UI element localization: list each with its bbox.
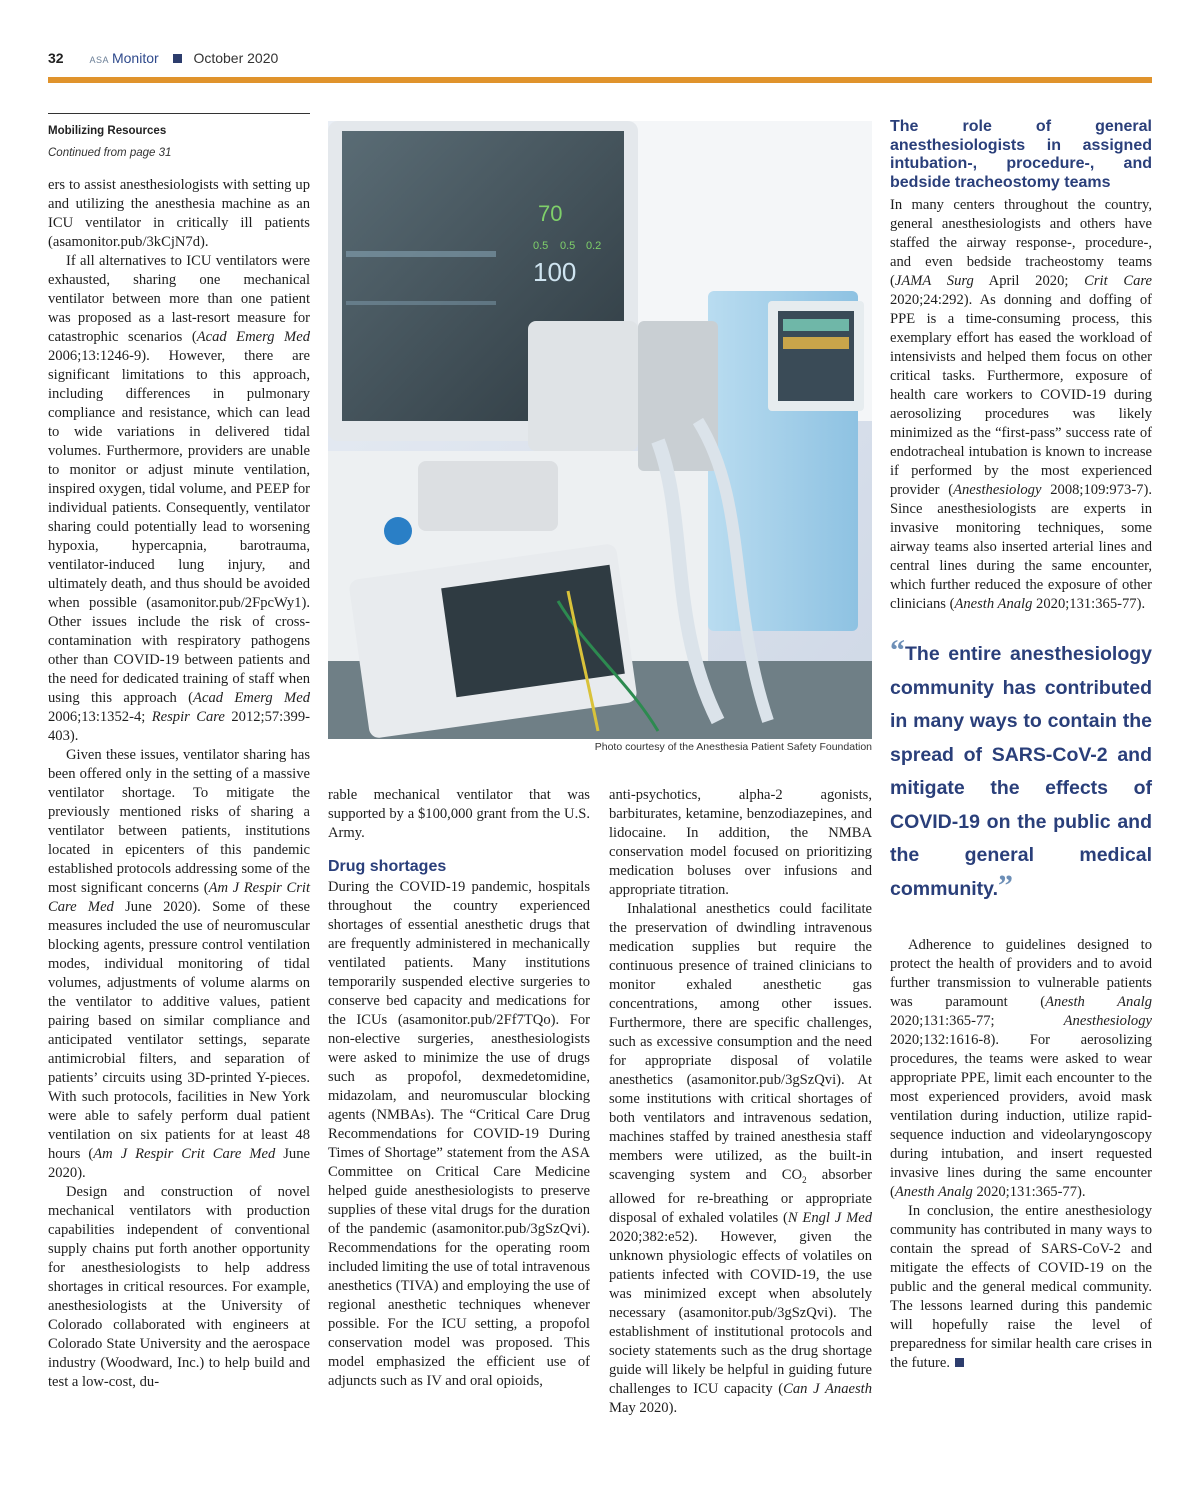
paragraph: rable mechanical ventilator that was supported by a $100,000 grant from the U.S. Army. <box>328 787 590 841</box>
column-3 <box>609 786 872 1418</box>
paragraph: In conclusion, the entire anesthesiology community has contributed in many ways to contain the spread of SARS-CoV-2 and mitigate the effects of COVID-19 on the public and the general medical community. The lessons learned during this pandemic will hopefully raise the level of preparedness for similar health care crises in the future. <box>890 1203 1152 1371</box>
column-1 <box>48 113 310 1392</box>
publication-name: Monitor <box>111 50 159 66</box>
asa-label: ASA <box>89 55 109 65</box>
paragraph: During the COVID-19 pandemic, hospitals throughout the country experienced shortages of essential anesthetic drugs that are frequently administered in mechanically ventilated patients. Many institutions temporarily suspended elective surgeries to conserve bed capacity and medications for the ICUs (asamonitor.pub/2Ff7TQo). For non-elective surgeries, anesthesiologists were asked to minimize the use of drugs such as propofol, dexmedetomidine, midazolam, and neuromuscular blocking agents (NMBAs). The “Critical Care Drug Recommendations for COVID-19 During Times of Shortage” statement from the ASA Committee on Critical Care Medicine helped guide anesthesiologists to preserve supplies of these vital drugs for the duration of the pandemic (asamonitor.pub/3gSzQvi). Recommendations for the operating room included limiting the use of total intravenous anesthetics (TIVA) and employing the use of regional anesthetic techniques whenever possible. For the ICU setting, a propofol conservation model was proposed. This model emphasized the efficient use of adjuncts such as IV and oral opioids, <box>328 879 590 1389</box>
paragraph: anti-psychotics, alpha-2 agonists, barbiturates, ketamine, benzodiazepines, and lidocaine. In addition, the NMBA conservation model focused on prioritizing medication boluses over infusions and appropriate titration. <box>609 787 872 898</box>
kicker: Mobilizing Resources <box>48 125 167 137</box>
screen-value: 0.5 <box>533 240 549 252</box>
header-rule <box>48 77 1152 83</box>
paragraph: In many centers throughout the country, general anesthesiologists and others have staffed the airway response-, procedure-, and even bedside tracheostomy teams (JAMA Surg April 2020; Crit Care 2020;24:292). As donning and doffing of PPE is a time-consuming process, this exemplary effort has eased the workload of intensivists and helped them focus on other critical tasks. Furthermore, exposure of health care workers to COVID-19 during aerosolizing procedures was likely minimized as the “first-pass” success rate of endotracheal intubation is known to increase if performed by the most experienced provider (Anesthesiology 2008;109:973-7). Since anesthesiologists are experts in invasive monitoring techniques, some airway teams also inserted arterial lines and central lines during the same encounter, which further reduced the exposure of other clinicians (Anesth Analg 2020;131:365-77). <box>890 197 1152 612</box>
end-mark-icon <box>955 1358 964 1367</box>
page-number: 32 <box>48 50 64 66</box>
paragraph: Given these issues, ventilator sharing has been offered only in the setting of a massive ventilator shortage. To mitigate the previously mentioned risks of sharing a ventilator between patients, institutions located in epicenters of this pandemic established protocols addressing some of the most significant concerns (Am J Respir Crit Care Med June 2020). Some of these measures included the use of neuromuscular blocking agents, pressure control ventilation modes, individual monitoring of tidal volumes, adjustments of volume alarms on the ventilator to additive values, patient pairing based on similar compliance and anticipated ventilator settings, separate antimicrobial filters, and separation of patients’ circuits using 3D-printed Y-pieces. With such protocols, facilities in New York were able to safely perform dual patient ventilation on six patients for at least 48 hours (Am J Respir Crit Care Med June 2020). <box>48 747 310 1181</box>
paragraph: Inhalational anesthetics could facilitate the preservation of dwindling intravenous medication supplies but require the continuous presence of trained clinicians to monitor exhaled anesthetic gas concentrations, among other issues. Furthermore, there are specific challenges, such as excessive consumption and the need for appropriate disposal of volatile anesthetics (asamonitor.pub/3gSzQvi). At some institutions with critical shortages of both ventilators and intravenous sedation, machines staffed by trained anesthesia staff members were utilized, as the built-in scavenging system and $CO_2$ absorber allowed for re-breathing or appropriate disposal of exhaled volatiles (N Engl J Med 2020;382:e52). However, given the unknown physiologic effects of volatiles on patients infected with COVID-19, the use was minimized except when absolutely necessary (asamonitor.pub/3gSzQvi). The establishment of institutional protocols and society statements such as the drug shortage guide will likely be helpful in guiding future challenges to ICU capacity (Can J Anaesth May 2020). <box>609 901 872 1416</box>
paragraph: Design and construction of novel mechanical ventilators with production capabilities independent of conventional supply chains put forth another opportunity for anesthesiologists to help address shortages in critical resources. For example, anesthesiologists at the University of Colorado collaborated with engineers at Colorado State University and the aerospace industry (Woodward, Inc.) to help build and test a low-cost, du- <box>48 1184 310 1390</box>
screen-value: 0.5 <box>560 240 576 252</box>
page-header <box>48 50 278 66</box>
pull-quote <box>890 634 1152 906</box>
column-4 <box>890 118 1152 1373</box>
ventilator-photo <box>328 121 872 739</box>
paragraph: If all alternatives to ICU ventilators were exhausted, sharing one mechanical ventilator between more than one patient was proposed as a last-resort measure for catastrophic scenarios (Acad Emerg Med 2006;13:1246-9). However, there are significant limitations to this approach, including differences in pulmonary compliance and resistance, which can lead to wide variations in delivered tidal volumes. Furthermore, providers are unable to monitor or adjust minute ventilation, inspired oxygen, tidal volume, and PEEP for individual patients. Consequently, ventilator sharing could potentially lead to worsening hypoxia, hypercapnia, barotrauma, ventilator-induced lung injury, and ultimately death, and thus should be avoided when possible (asamonitor.pub/2FpcWy1). Other issues include the risk of cross-contamination with respiratory pathogens other than COVID-19 between patients and the need for dedicated training of staff when using this approach (Acad Emerg Med 2006;13:1352-4; Respir Care 2012;57:399-403). <box>48 253 310 744</box>
continued-note: Continued from page 31 <box>48 147 172 159</box>
photo-credit: Photo courtesy of the Anesthesia Patient Safety Foundation <box>594 741 872 753</box>
open-quote-icon: “ <box>890 634 905 667</box>
column-2 <box>328 786 590 1391</box>
paragraph: Adherence to guidelines designed to protect the health of providers and to avoid further transmission to vulnerable patients was paramount (Anesth Analg 2020;131:365-77; Anesthesiology 2020;132:1616-8). For aerosolizing procedures, the teams were asked to wear appropriate PPE, limit each encounter to the most experienced providers, avoid mask ventilation during induction, utilize rapid-sequence induction and videolaryngoscopy during intubation, and insert requested invasive lines during the same encounter (Anesth Analg 2020;131:365-77). <box>890 937 1152 1200</box>
section-heading: Drug shortages <box>328 858 447 875</box>
issue-date: October 2020 <box>193 50 279 66</box>
close-quote-icon: ” <box>997 868 1013 902</box>
square-bullet-icon <box>173 54 182 63</box>
screen-value: 100 <box>533 257 577 287</box>
pull-quote-text: The entire anesthesiology community has contributed in many ways to contain the spread of SARS-CoV-2 and mitigate the effects of COVID-19 on the public and the general medical community. <box>890 643 1152 900</box>
screen-value: 70 <box>538 201 563 226</box>
screen-value: 0.2 <box>586 240 602 252</box>
paragraph: ers to assist anesthesiologists with setting up and utilizing the anesthesia machine as an ICU ventilator in critically ill patients (asamonitor.pub/3kCjN7d). <box>48 177 310 250</box>
section-heading: The role of general anesthesiologists in assigned intubation-, procedure-, and bedside tracheostomy teams <box>890 118 1152 191</box>
